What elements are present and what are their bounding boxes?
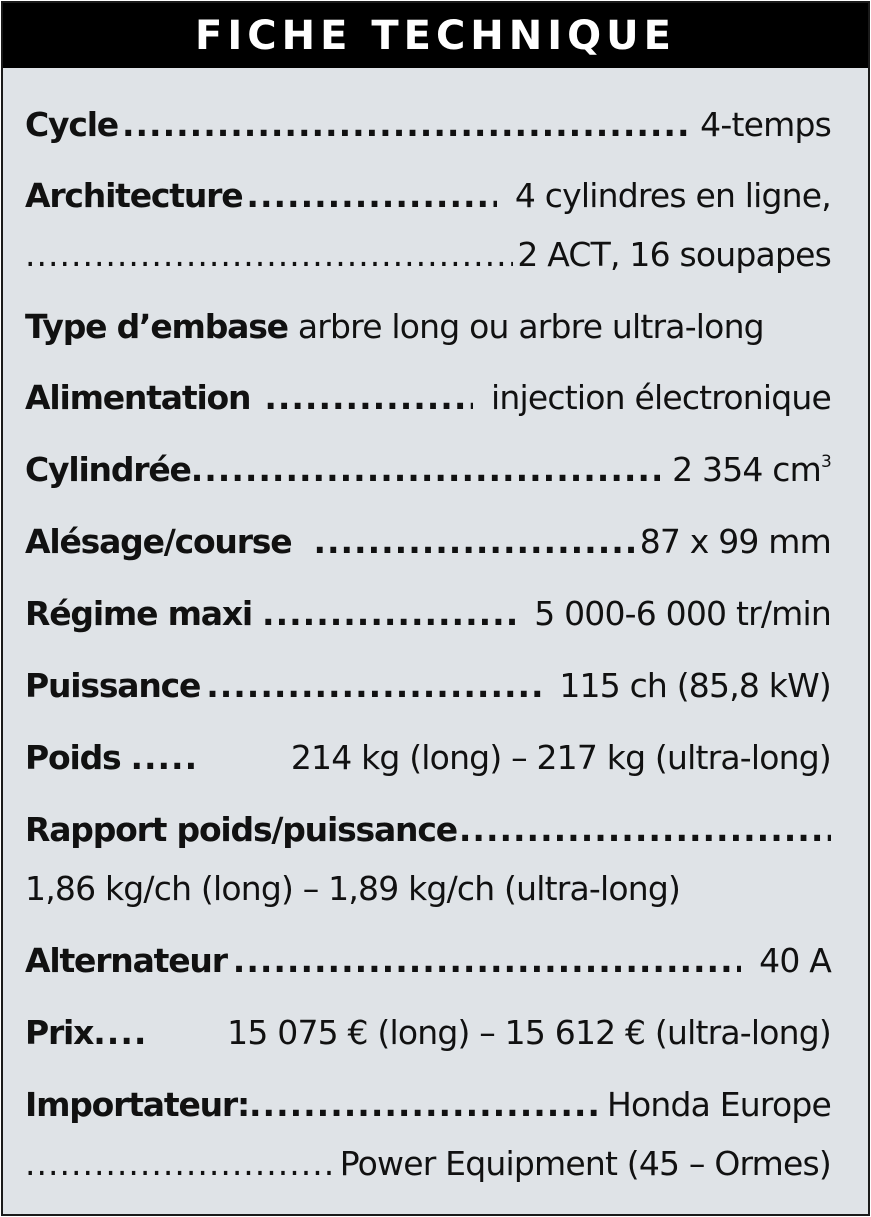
spec-value: 5 000-6 000 tr/min <box>534 594 831 633</box>
spec-label: Cycle <box>25 105 118 144</box>
spec-row-poids <box>25 738 831 777</box>
spec-label: Poids <box>25 738 121 777</box>
spec-row-rapport-cont <box>25 869 831 908</box>
spec-value: injection électronique <box>491 378 831 417</box>
spec-label: Cylindrée <box>25 450 191 489</box>
spec-label: Puissance <box>25 666 201 705</box>
spec-value: 87 x 99 mm <box>639 522 831 561</box>
spec-value: 4 cylindres en ligne, <box>514 176 831 215</box>
spec-row-embase <box>25 307 865 346</box>
dot-leader <box>246 176 496 215</box>
dot-leader <box>459 810 831 849</box>
spec-label: Architecture <box>25 176 243 215</box>
spec-row-importateur <box>25 1085 831 1124</box>
spec-row-prix <box>25 1013 831 1052</box>
spec-sheet <box>1 1 870 1216</box>
dot-leader <box>25 235 513 274</box>
spec-row-architecture-cont <box>25 235 831 274</box>
dot-leader <box>191 450 660 489</box>
spec-value-wrap <box>672 450 831 489</box>
dot-leader <box>313 522 635 561</box>
spec-value: 15 075 € (long) – 15 612 € (ultra-long) <box>227 1013 831 1052</box>
spec-row-puissance <box>25 666 831 705</box>
dot-leader <box>93 1013 147 1052</box>
spec-value: 1,86 kg/ch (long) – 1,89 kg/ch (ultra-long) <box>25 869 681 908</box>
spec-row-cycle <box>25 105 831 144</box>
spec-label: Prix <box>25 1013 94 1052</box>
spec-value: Honda Europe <box>606 1085 831 1124</box>
spec-value: 4-temps <box>700 105 831 144</box>
spec-row-importateur-cont <box>25 1144 831 1183</box>
spec-row-architecture <box>25 176 831 215</box>
dot-leader <box>264 378 473 417</box>
spec-label: Importateur: <box>25 1085 249 1124</box>
spec-label: Alimentation <box>25 378 251 417</box>
spec-row-alimentation <box>25 378 831 417</box>
spec-value: 214 kg (long) – 217 kg (ultra-long) <box>290 738 831 777</box>
spec-value: arbre long ou arbre ultra-long <box>297 307 764 346</box>
spec-row-regime <box>25 594 831 633</box>
spec-label: Régime maxi <box>25 594 253 633</box>
dot-leader <box>122 105 692 144</box>
dot-leader <box>130 738 198 777</box>
spec-label: Rapport poids/puissance <box>25 810 457 849</box>
spec-label: Type d’embase <box>25 307 288 346</box>
title-bar <box>3 3 868 68</box>
spec-label: Alésage/course <box>25 522 292 561</box>
spec-value: 40 A <box>759 941 831 980</box>
dot-leader <box>25 1144 336 1183</box>
dot-leader <box>233 941 741 980</box>
dot-leader <box>206 666 541 705</box>
dot-leader <box>249 1085 603 1124</box>
spec-row-alesage <box>25 522 831 561</box>
spec-value: 2 354 cm <box>672 450 821 489</box>
spec-row-cylindree <box>25 450 831 489</box>
spec-row-rapport <box>25 810 831 849</box>
spec-value: Power Equipment (45 – Ormes) <box>339 1144 831 1183</box>
dot-leader <box>262 594 516 633</box>
page-title: FICHE TECHNIQUE <box>195 12 676 59</box>
spec-value: 115 ch (85,8 kW) <box>559 666 831 705</box>
spec-label: Alternateur <box>25 941 227 980</box>
spec-row-alternateur <box>25 941 831 980</box>
unit-exponent: 3 <box>820 452 831 472</box>
spec-value: 2 ACT, 16 soupapes <box>517 235 831 274</box>
